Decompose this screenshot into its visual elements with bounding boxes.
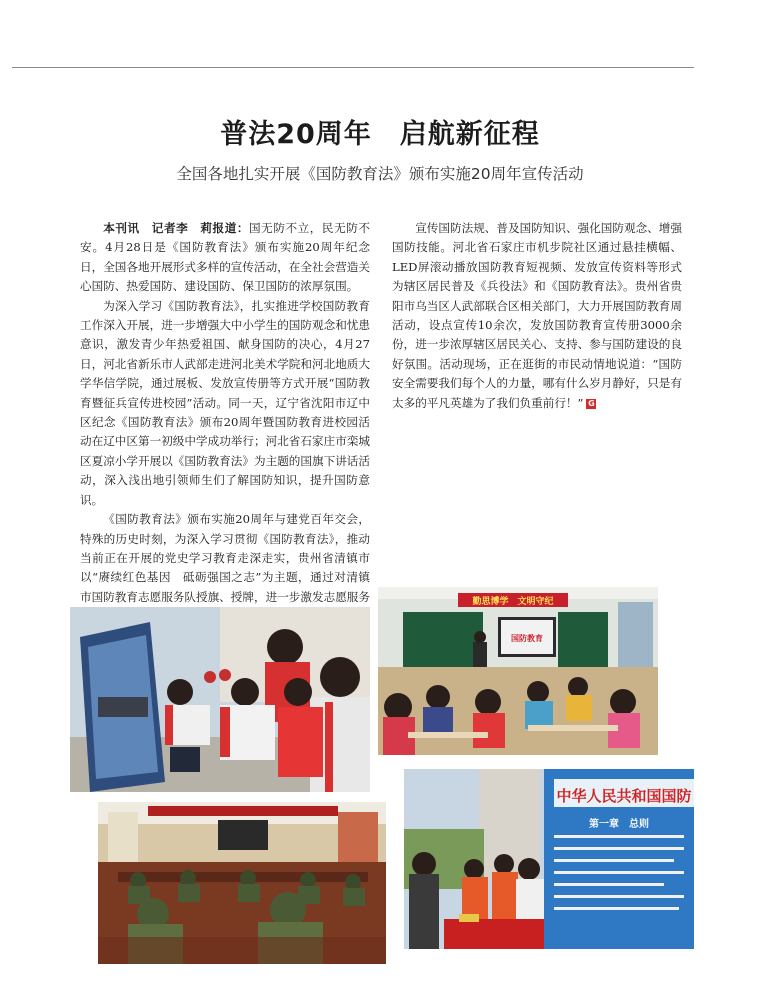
- board-title-text: 中华人民共和国国防: [556, 787, 692, 805]
- paragraph-1-text: 国无防不立，民无防不安。4月28日是《国防教育法》颁布实施20周年纪念日，全国各地开展形式多样的宣传活动，在全社会营造关心国防、热爱国防、建设国防、保卫国防的浓厚氛围。: [80, 221, 370, 294]
- photo-classroom-lecture: [378, 587, 658, 755]
- photo-soldiers-meeting: [98, 802, 386, 964]
- photo-students-display-board: [70, 607, 370, 792]
- classroom-screen-text: 国防教育: [511, 634, 543, 643]
- paragraph-3: 《国防教育法》颁布实施20周年与建党百年交会，特殊的历史时刻，为深入学习贯彻《国防教育法》，推动当前正在开展的党史学习教育走深走实，贵州省清镇市以“赓续红色基因 砥砺强国之志”为主题，通过对清镇市国防教育志愿服务队授旗、授牌，进一步激发志愿服务: [80, 512, 370, 604]
- photo-outdoor-publicity-board: [404, 769, 694, 949]
- paragraph-1: [80, 219, 370, 297]
- paragraph-2: 为深入学习《国防教育法》，扎实推进学校国防教育工作深入开展，进一步增强大中小学生的国防观念和忧患意识，激发青少年热爱祖国、献身国防的决心，4月27日，河北省新乐市人武部走进河北美术学院和河北地质大学华信学院，通过展板、发放宣传册等方式开展“国防教育暨征兵宣传进校园”活动。同一天，辽宁省沈阳市辽中区纪念《国防教育法》颁布20周年暨国防教育进校园活动在辽中区第一初级中学成功举行；河北省石家庄市栾城区夏凉小学开展以《国防教育法》为主题的国旗下讲话活动，深入浅出地引领师生们了解国防知识，提升国防意识。: [80, 298, 370, 507]
- board-chapter-text: 第一章 总则: [589, 819, 649, 830]
- end-mark-icon: G: [588, 398, 595, 408]
- article-column-right: [392, 219, 682, 413]
- paragraph-4: [392, 219, 682, 413]
- top-rule: [12, 67, 694, 68]
- byline: 本刊讯 记者李 莉报道：: [103, 221, 250, 235]
- article-subtitle: 全国各地扎实开展《国防教育法》颁布实施20周年宣传活动: [176, 165, 584, 183]
- article-title: 普法20周年 启航新征程: [220, 119, 540, 150]
- paragraph-4-text: 宣传国防法规、普及国防知识、强化国防观念、增强国防技能。河北省石家庄市机步院社区通过悬挂横幅、LED屏滚动播放国防教育短视频、发放宣传资料等形式为辖区居民普及《兵役法》和《国防教育法》。贵州省贵阳市乌当区人武部联合区相关部门，大力开展国防教育周活动，设点宣传10余次，发放国防教育宣传册3000余份，进一步浓厚辖区居民关心、支持、参与国防建设的良好氛围。活动现场，正在逛街的市民动情地说道：“国防安全需要我们每个人的力量，哪有什么岁月静好，只是有太多的平凡英雄为了我们负重前行！”: [392, 221, 682, 410]
- classroom-banner-text: 勤思博学 文明守纪: [472, 597, 554, 607]
